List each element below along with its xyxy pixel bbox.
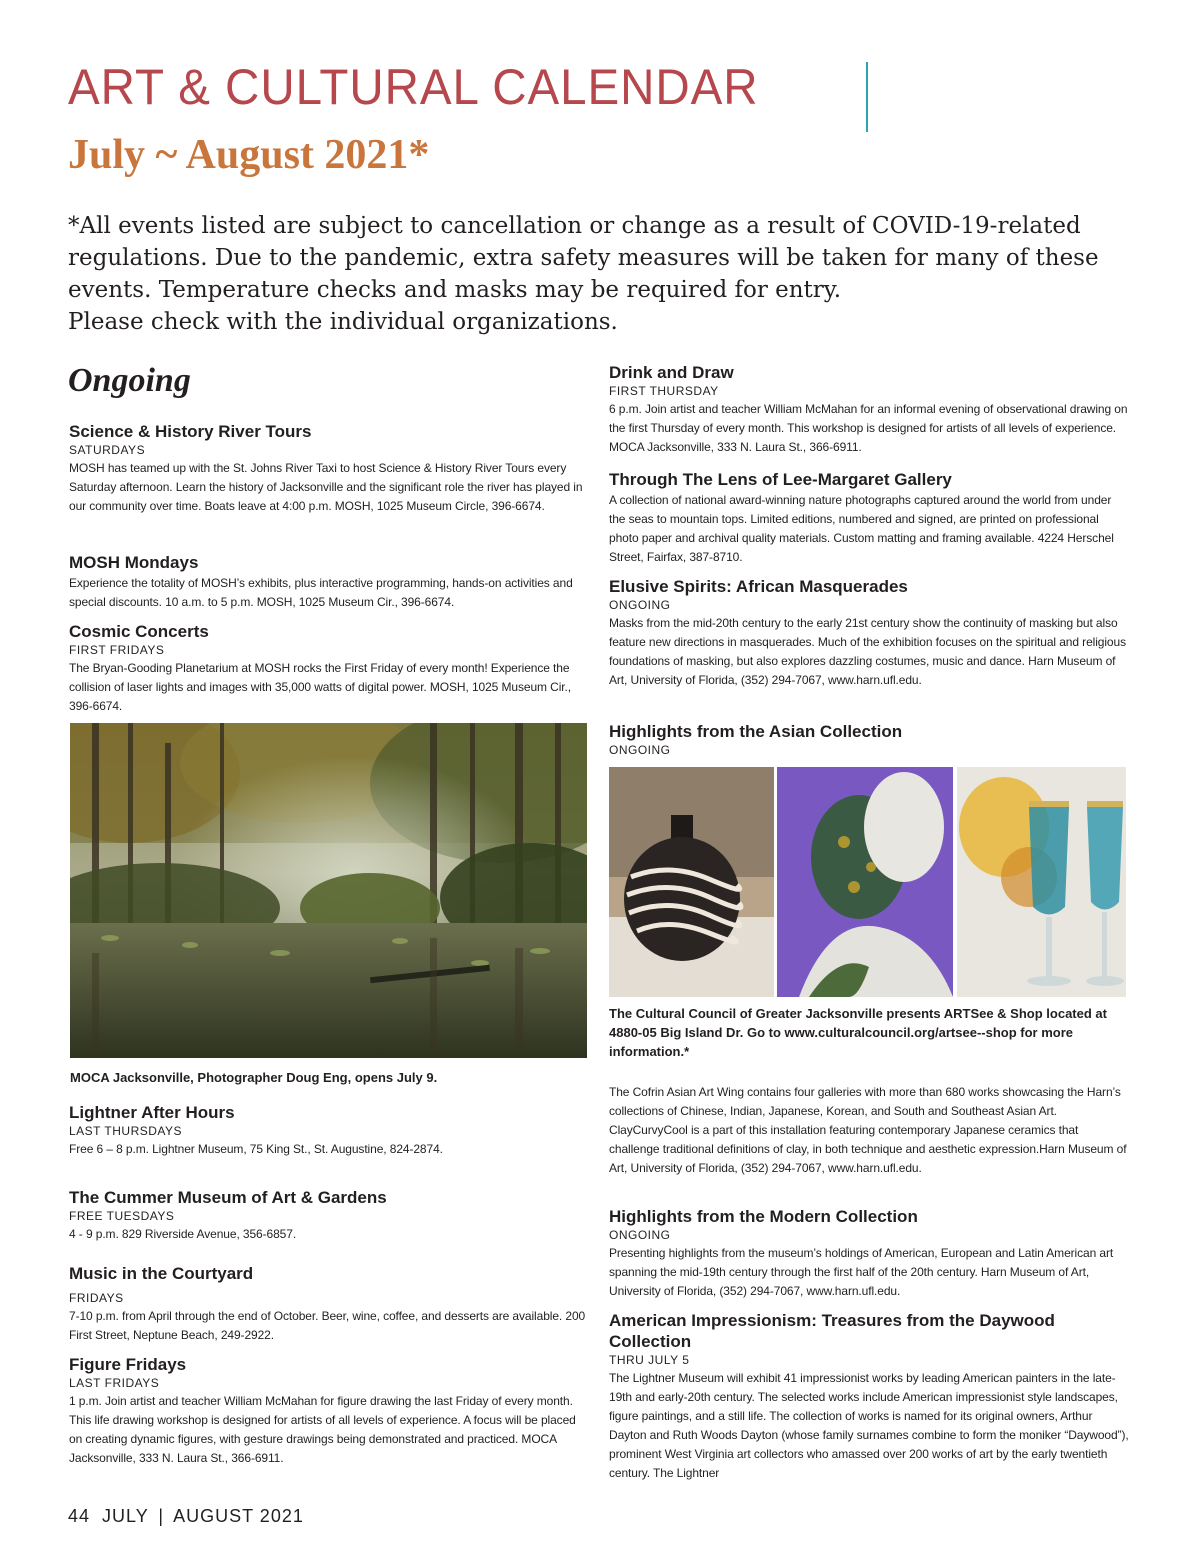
event-title: Elusive Spirits: African Masquerades (609, 577, 908, 596)
artsee-collage-image (609, 767, 1126, 997)
swamp-forest-image (70, 723, 587, 1058)
notice-line: Please check with the individual organizations. (68, 309, 618, 335)
event-listing (69, 621, 589, 716)
event-listing (69, 552, 589, 612)
photo-caption: MOCA Jacksonville, Photographer Doug Eng, opens July 9. (70, 1070, 438, 1085)
notice-line: regulations. Due to the pandemic, extra safety measures will be taken for many of these (68, 245, 1099, 271)
event-description: The Bryan-Gooding Planetarium at MOSH rocks the First Friday of every month! Experience the collision of laser lights and images with 35,000 watts of digital power. MOSH, 1025 Museum Cir., 396-6674. (69, 661, 571, 713)
footer-issue: AUGUST 2021 (173, 1506, 304, 1526)
event-schedule: FIRST THURSDAY (609, 384, 719, 398)
page-title: ART & CULTURAL CALENDAR (68, 59, 759, 115)
page-footer (68, 1506, 304, 1527)
event-title: Science & History River Tours (69, 422, 312, 441)
event-schedule: LAST THURSDAYS (69, 1124, 183, 1138)
event-listing (69, 1102, 589, 1159)
event-description: Presenting highlights from the museum’s holdings of American, European and Latin American art spanning the mid-19th century through the first half of the 20th century. Harn Museum of Art, University of Florida, (352) 294-7067, www.harn.ufl.edu. (609, 1246, 1114, 1298)
event-listing (609, 721, 1129, 758)
event-listing (609, 469, 1129, 567)
event-title: Through The Lens of Lee-Margaret Gallery (609, 470, 952, 489)
event-title: Drink and Draw (609, 363, 734, 382)
event-schedule: FRIDAYS (69, 1291, 124, 1305)
event-listing (69, 1354, 589, 1468)
event-title: MOSH Mondays (69, 553, 199, 572)
event-listing (609, 1310, 1129, 1483)
footer-month: JULY (102, 1506, 149, 1526)
event-listing (609, 362, 1129, 457)
event-description: MOSH has teamed up with the St. Johns River Taxi to host Science & History River Tours every Saturday afternoon. Learn the history of Jacksonville and the significant role the river has played in our community over time. Boats leave at 4:00 p.m. MOSH, 1025 Museum Circle, 396-6674. (69, 461, 583, 513)
event-title: Figure Fridays (69, 1355, 187, 1374)
artsee-collage-photo (609, 767, 1126, 997)
event-description: 7-10 p.m. from April through the end of October. Beer, wine, coffee, and desserts are available. 200 First Street, Neptune Beach, 249-2922. (69, 1309, 586, 1342)
event-listing (609, 1082, 1129, 1178)
event-schedule: ONGOING (609, 598, 671, 612)
event-title: Highlights from the Asian Collection (609, 722, 903, 741)
event-description: 6 p.m. Join artist and teacher William McMahan for an informal evening of observational drawing on the first Thursday of every month. This workshop is designed for artists of all levels of experience. MOCA Jacksonville, 333 N. Laura St., 366-6911. (609, 402, 1128, 454)
covid-notice (68, 210, 1138, 338)
event-title: Music in the Courtyard (69, 1264, 254, 1283)
event-title: The Cummer Museum of Art & Gardens (69, 1188, 387, 1207)
event-description: Masks from the mid-20th century to the early 21st century show the continuity of masking but also feature new directions in masquerades. Much of the exhibition focuses on the spiritual and religious foundations of masking, but also explores dazzling costumes, music and dance. Harn Museum of Art, University of Florida, (352) 294-7067, www.harn.ufl.edu. (609, 616, 1126, 687)
event-schedule: FREE TUESDAYS (69, 1209, 175, 1223)
event-schedule: ONGOING (609, 743, 671, 757)
event-listing (69, 1263, 589, 1345)
event-description: Free 6 – 8 p.m. Lightner Museum, 75 King St., St. Augustine, 824-2874. (69, 1142, 443, 1156)
event-title: American Impressionism: Treasures from the Daywood Collection (609, 1311, 1055, 1351)
event-schedule: ONGOING (609, 1228, 671, 1242)
event-listing (69, 421, 589, 516)
footer-separator: | (158, 1506, 165, 1526)
event-description: The Lightner Museum will exhibit 41 impressionist works by leading American painters in the late-19th and early-20th century. The selected works include American impressionist style landscapes, figure paintings, and a still life. The collection of works is named for its original owners, Arthur Dayton and Ruth Woods Dayton (whose family surnames combine to form the moniker “Daywood”), prominent West Virginia art collectors who amassed over 200 works of art by the early twentieth century. The Lightner (609, 1371, 1129, 1480)
event-title: Cosmic Concerts (69, 622, 209, 641)
swamp-forest-photo (70, 723, 587, 1058)
event-title: Highlights from the Modern Collection (609, 1207, 918, 1226)
title-divider (866, 62, 868, 132)
event-listing (609, 1206, 1129, 1301)
page-subtitle: July ~ August 2021* (68, 132, 430, 178)
event-listing (609, 576, 1129, 690)
event-schedule: THRU JULY 5 (609, 1353, 690, 1367)
event-schedule: SATURDAYS (69, 443, 146, 457)
page-number: 44 (68, 1506, 91, 1526)
event-listing (69, 1187, 589, 1244)
event-title: Lightner After Hours (69, 1103, 235, 1122)
event-description: Experience the totality of MOSH’s exhibits, plus interactive programming, hands-on activities and special discounts. 10 a.m. to 5 p.m. MOSH, 1025 Museum Cir., 396-6674. (69, 576, 573, 609)
event-schedule: LAST FRIDAYS (69, 1376, 160, 1390)
photo-caption: The Cultural Council of Greater Jacksonville presents ARTSee & Shop located at 4880-05 Big Island Dr. Go to www.culturalcouncil.org/artsee--shop for more information.* (609, 1006, 1107, 1059)
notice-line: *All events listed are subject to cancellation or change as a result of COVID-19-related (68, 213, 1081, 239)
event-description: A collection of national award-winning nature photographs captured around the world from under the seas to mountain tops. Limited editions, numbered and signed, are printed on professional photo paper and archival quality materials. Custom matting and framing available. 4224 Herschel Street, Fairfax, 387-8710. (609, 493, 1114, 564)
event-description: 4 - 9 p.m. 829 Riverside Avenue, 356-6857. (69, 1227, 297, 1241)
event-description: 1 p.m. Join artist and teacher William McMahan for figure drawing the last Friday of every month. This life drawing workshop is designed for artists of all levels of experience. A focus will be placed on creating dynamic figures, with gesture drawings being demonstrated and practiced. MOCA Jacksonville, 333 N. Laura St., 366-6911. (69, 1394, 576, 1465)
section-heading-ongoing: Ongoing (68, 362, 191, 399)
notice-line: events. Temperature checks and masks may be required for entry. (68, 277, 842, 303)
event-schedule: FIRST FRIDAYS (69, 643, 165, 657)
event-description: The Cofrin Asian Art Wing contains four galleries with more than 680 works showcasing the Harn’s collections of Chinese, Indian, Japanese, Korean, and South and Southeast Asian Art. ClayCurvyCool is a part of this installation featuring contemporary Japanese ceramics that challenge traditional definitions of clay, in both technique and aesthetic expression.Harn Museum of Art, University of Florida, (352) 294-7067, www.harn.ufl.edu. (609, 1085, 1127, 1175)
